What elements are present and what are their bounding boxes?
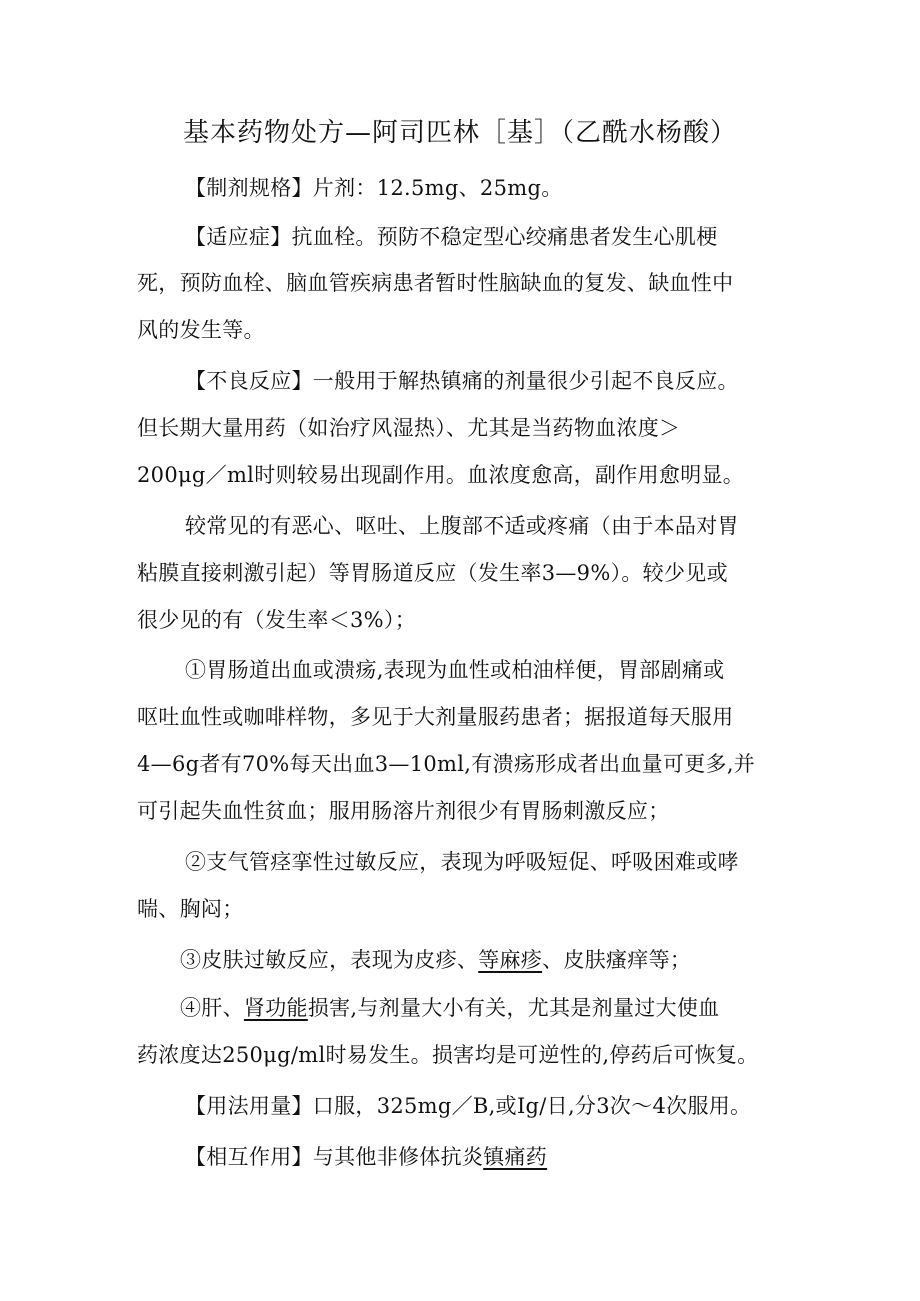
text-line: 喘、胸闷； bbox=[137, 897, 244, 921]
text-line: 4—6g者有70%每天出血3—10ml,有溃疡形成者出血量可更多,并 bbox=[137, 752, 756, 776]
text-line: 【用法用量】口服，325mg／B,或Ig/日,分3次～4次服用。 bbox=[185, 1094, 752, 1118]
text-run: 、皮肤瘙痒等； bbox=[542, 948, 692, 972]
text-run: 【相互作用】与其他非修体抗炎 bbox=[185, 1145, 484, 1169]
document-title: 基本药物处方—阿司匹林［基］（乙酰水杨酸） bbox=[182, 118, 737, 148]
underlined-term: 等麻疹 bbox=[478, 948, 543, 972]
text-line bbox=[185, 1141, 547, 1171]
text-line: 200μg／ml时则较易出现副作用。血浓度愈高，副作用愈明显。 bbox=[137, 463, 745, 487]
text-line: 【适应症】抗血栓。预防不稳定型心绞痛患者发生心肌梗 bbox=[185, 225, 718, 249]
text-line: 药浓度达250μg/ml时易发生。损害均是可逆性的,停药后可恢复。 bbox=[137, 1043, 759, 1067]
text-line: 风的发生等。 bbox=[137, 318, 265, 342]
text-line: 可引起失血性贫血；服用肠溶片剂很少有胃肠刺激反应； bbox=[137, 799, 670, 823]
text-line: 较常见的有恶心、呕吐、上腹部不适或疼痛（由于本品对胃 bbox=[185, 514, 739, 538]
text-line: 粘膜直接刺激引起）等胃肠道反应（发生率3—9%）。较少见或 bbox=[137, 561, 728, 585]
text-run: ③皮肤过敏反应，表现为皮疹、 bbox=[180, 948, 479, 972]
text-line: 【制剂规格】片剂：12.5mg、25mg。 bbox=[185, 176, 563, 200]
text-run: ④肝、 bbox=[180, 996, 244, 1020]
text-line: ②支气管痉挛性过敏反应，表现为呼吸短促、呼吸困难或哮 bbox=[185, 850, 739, 874]
underlined-term: 镇痛药 bbox=[483, 1145, 548, 1169]
text-line bbox=[180, 992, 720, 1022]
text-line: 【不良反应】一般用于解热镇痛的剂量很少引起不良反应。 bbox=[185, 369, 739, 393]
text-line: ①胃肠道出血或溃疡,表现为血性或柏油样便，胃部剧痛或 bbox=[185, 658, 725, 682]
underlined-term: 肾功能 bbox=[243, 996, 308, 1020]
text-line bbox=[180, 944, 691, 974]
text-line: 但长期大量用药（如治疗风湿热）、尤其是当药物血浓度＞ bbox=[137, 416, 681, 440]
text-run: 损害,与剂量大小有关，尤其是剂量过大使血 bbox=[307, 996, 720, 1020]
text-line: 死，预防血栓、脑血管疾病患者暂时性脑缺血的复发、缺血性中 bbox=[137, 271, 734, 295]
text-line: 呕吐血性或咖啡样物，多见于大剂量服药患者；据报道每天服用 bbox=[137, 705, 734, 729]
text-line: 很少见的有（发生率＜3%）； bbox=[137, 608, 417, 632]
